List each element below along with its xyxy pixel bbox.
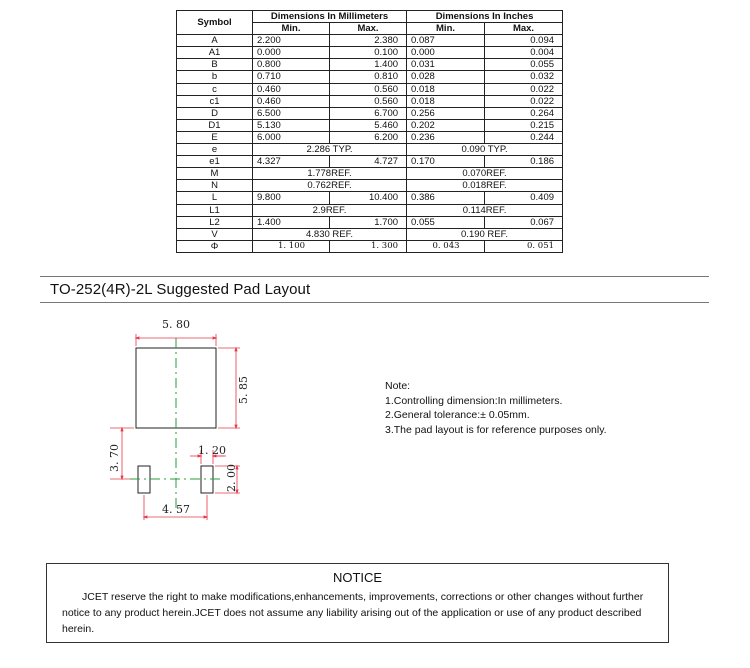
row-symbol: N xyxy=(177,180,253,192)
dim-pad-width-label: 1. 20 xyxy=(198,444,226,457)
row-symbol: e xyxy=(177,144,253,156)
row-mm-min: 0.800 xyxy=(253,59,330,71)
row-in-max: 0. 051 xyxy=(485,240,563,252)
row-mm-min: 1. 100 xyxy=(253,240,330,252)
row-in-max: 0.244 xyxy=(485,131,563,143)
row-symbol: L1 xyxy=(177,204,253,216)
dimension-table xyxy=(176,10,563,253)
row-in-min: 0.202 xyxy=(407,119,485,131)
row-mm-max: 4.727 xyxy=(330,156,407,168)
row-in-value: 0.114REF. xyxy=(407,204,563,216)
table-row xyxy=(177,240,563,252)
row-mm-max: 6.200 xyxy=(330,131,407,143)
row-in-max: 0.094 xyxy=(485,35,563,47)
row-symbol: B xyxy=(177,59,253,71)
row-in-min: 0.055 xyxy=(407,216,485,228)
row-in-value: 0.090 TYP. xyxy=(407,144,563,156)
row-mm-max: 10.400 xyxy=(330,192,407,204)
row-mm-min: 0.460 xyxy=(253,83,330,95)
row-mm-max: 1.700 xyxy=(330,216,407,228)
section-title: TO-252(4R)-2L Suggested Pad Layout xyxy=(50,281,311,298)
row-symbol: L2 xyxy=(177,216,253,228)
table-row xyxy=(177,192,563,204)
notice-title: NOTICE xyxy=(332,570,383,585)
row-in-min: 0.031 xyxy=(407,59,485,71)
row-in-value: 0.070REF. xyxy=(407,168,563,180)
table-row xyxy=(177,168,563,180)
dim-bottom-width-label: 4. 57 xyxy=(162,503,190,516)
row-symbol: A xyxy=(177,35,253,47)
row-in-value: 0.190 REF. xyxy=(407,228,563,240)
pad-layout-drawing xyxy=(100,312,260,522)
row-mm-max: 1. 300 xyxy=(330,240,407,252)
row-symbol: D xyxy=(177,107,253,119)
row-symbol: L xyxy=(177,192,253,204)
row-symbol: e1 xyxy=(177,156,253,168)
row-mm-max: 1.400 xyxy=(330,59,407,71)
row-in-max: 0.186 xyxy=(485,156,563,168)
center-lines xyxy=(130,338,222,508)
note-title: Note: xyxy=(385,380,411,392)
table-row xyxy=(177,47,563,59)
table-row xyxy=(177,216,563,228)
row-in-max: 0.215 xyxy=(485,119,563,131)
row-in-value: 0.018REF. xyxy=(407,180,563,192)
row-mm-max: 0.100 xyxy=(330,47,407,59)
table-row xyxy=(177,131,563,143)
row-symbol: D1 xyxy=(177,119,253,131)
table-row xyxy=(177,204,563,216)
row-symbol: M xyxy=(177,168,253,180)
row-mm-min: 0.710 xyxy=(253,71,330,83)
header-mm-min: Min. xyxy=(253,23,330,35)
dim-pad-height-label: 2. 00 xyxy=(225,464,238,492)
row-mm-min: 4.327 xyxy=(253,156,330,168)
row-in-max: 0.264 xyxy=(485,107,563,119)
row-in-min: 0.386 xyxy=(407,192,485,204)
table-row xyxy=(177,71,563,83)
row-symbol: c1 xyxy=(177,95,253,107)
row-mm-value: 4.830 REF. xyxy=(253,228,407,240)
note-line: 3.The pad layout is for reference purposes only. xyxy=(385,423,607,436)
row-mm-min: 2.200 xyxy=(253,35,330,47)
row-symbol: Φ xyxy=(177,240,253,252)
table-row xyxy=(177,180,563,192)
row-mm-min: 5.130 xyxy=(253,119,330,131)
row-mm-max: 0.810 xyxy=(330,71,407,83)
row-symbol: c xyxy=(177,83,253,95)
row-mm-min: 6.000 xyxy=(253,131,330,143)
table-row xyxy=(177,107,563,119)
header-inches: Dimensions In Inches xyxy=(407,11,563,23)
row-mm-max: 5.460 xyxy=(330,119,407,131)
row-mm-value: 2.286 TYP. xyxy=(253,144,407,156)
row-in-max: 0.067 xyxy=(485,216,563,228)
row-in-min: 0.256 xyxy=(407,107,485,119)
notice-box xyxy=(46,563,669,643)
row-mm-max: 2.380 xyxy=(330,35,407,47)
row-mm-min: 0.460 xyxy=(253,95,330,107)
header-mm-max: Max. xyxy=(330,23,407,35)
note-line: 2.General tolerance:± 0.05mm. xyxy=(385,409,530,421)
notice-text: JCET reserve the right to make modifications,enhancements, improvements, corrections or other changes without further notice to any product herein.JCET does not assume any liability arising out of the application or use of any product described herein. xyxy=(62,591,644,635)
row-symbol: E xyxy=(177,131,253,143)
row-mm-value: 2.9REF. xyxy=(253,204,407,216)
row-mm-min: 0.000 xyxy=(253,47,330,59)
row-mm-max: 0.560 xyxy=(330,95,407,107)
dimension-lines xyxy=(110,334,240,520)
table-row xyxy=(177,83,563,95)
dim-right-height-label: 5. 85 xyxy=(237,376,250,404)
section-divider-top xyxy=(40,276,709,277)
row-in-min: 0.000 xyxy=(407,47,485,59)
table-row xyxy=(177,228,563,240)
dim-top-width-label: 5. 80 xyxy=(162,318,190,331)
dimension-table-body xyxy=(177,35,563,253)
table-row xyxy=(177,119,563,131)
note-line: 1.Controlling dimension:In millimeters. xyxy=(385,394,563,407)
row-mm-min: 1.400 xyxy=(253,216,330,228)
row-in-min: 0.018 xyxy=(407,83,485,95)
note-block xyxy=(385,379,607,437)
row-mm-min: 9.800 xyxy=(253,192,330,204)
row-in-min: 0.236 xyxy=(407,131,485,143)
table-row xyxy=(177,35,563,47)
header-millimeters: Dimensions In Millimeters xyxy=(253,11,407,23)
row-symbol: b xyxy=(177,71,253,83)
row-in-max: 0.022 xyxy=(485,83,563,95)
row-symbol: V xyxy=(177,228,253,240)
row-in-min: 0.018 xyxy=(407,95,485,107)
header-symbol: Symbol xyxy=(177,11,253,35)
header-in-min: Min. xyxy=(407,23,485,35)
row-in-max: 0.032 xyxy=(485,71,563,83)
row-in-min: 0.170 xyxy=(407,156,485,168)
row-in-max: 0.022 xyxy=(485,95,563,107)
row-in-min: 0.028 xyxy=(407,71,485,83)
row-in-max: 0.409 xyxy=(485,192,563,204)
table-row xyxy=(177,144,563,156)
row-mm-max: 0.560 xyxy=(330,83,407,95)
row-symbol: A1 xyxy=(177,47,253,59)
section-divider-bottom xyxy=(40,302,709,303)
row-mm-max: 6.700 xyxy=(330,107,407,119)
row-in-max: 0.055 xyxy=(485,59,563,71)
row-mm-min: 6.500 xyxy=(253,107,330,119)
table-row xyxy=(177,59,563,71)
row-mm-value: 1.778REF. xyxy=(253,168,407,180)
dim-left-height-label: 3. 70 xyxy=(108,444,121,472)
row-in-max: 0.004 xyxy=(485,47,563,59)
row-mm-value: 0.762REF. xyxy=(253,180,407,192)
table-row xyxy=(177,95,563,107)
row-in-min: 0. 043 xyxy=(407,240,485,252)
table-row xyxy=(177,156,563,168)
header-in-max: Max. xyxy=(485,23,563,35)
row-in-min: 0.087 xyxy=(407,35,485,47)
